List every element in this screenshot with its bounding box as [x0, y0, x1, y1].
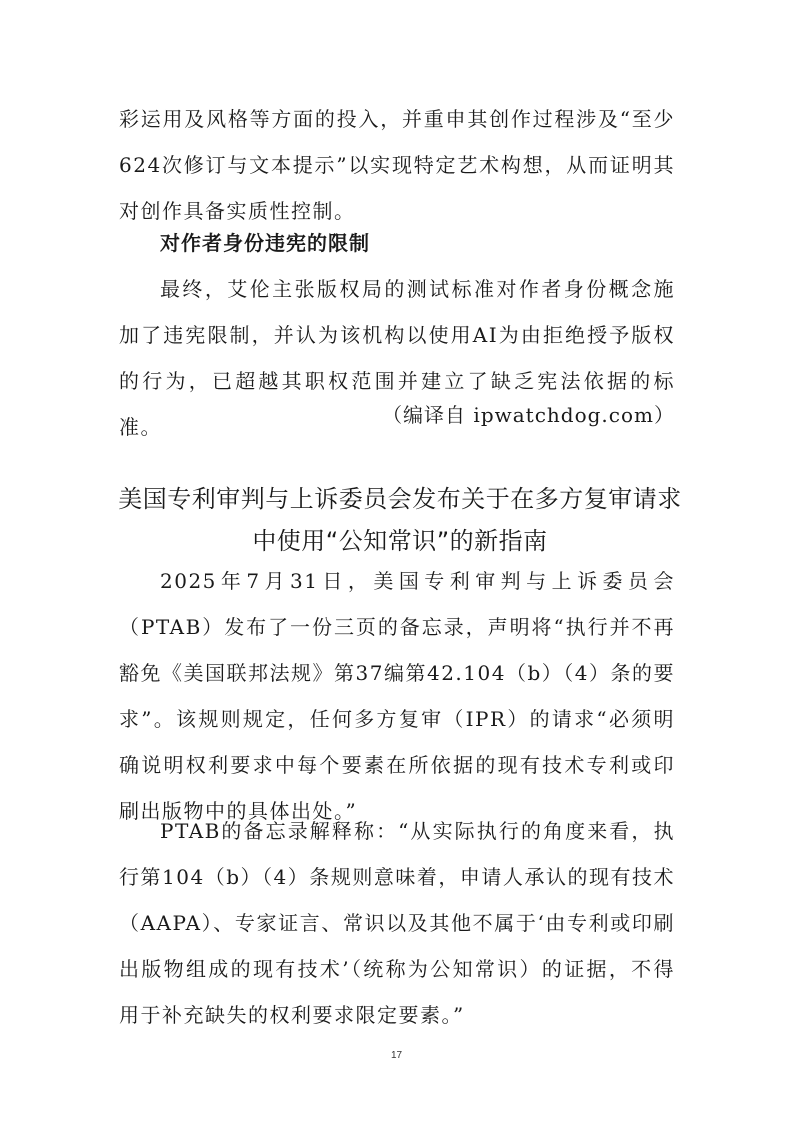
- article-paragraph-1: 2025年7月31日，美国专利审判与上诉委员会（PTAB）发布了一份三页的备忘录，声明将“执行并不再豁免《美国联邦法规》第37编第42.104（b）（4）条的要求”。该规则规定，任何多方复审（IPR）的请求“必须明确说明权利要求中每个要素在所依据的现有技术专利或印刷出版物中的具体出处。”: [119, 569, 675, 823]
- article-paragraph-2: PTAB的备忘录解释称：“从实际执行的角度来看，执行第104（b）（4）条规则意味着，申请人承认的现有技术（AAPA）、专家证言、常识以及其他不属于‘由专利或印刷出版物组成的现有技术’（统称为公知常识）的证据，不得用于补充缺失的权利要求限定要素。”: [119, 819, 675, 1027]
- article-title-line2: 中使用“公知常识”的新指南: [252, 527, 548, 555]
- continuation-paragraph: 彩运用及风格等方面的投入，并重申其创作过程涉及“至少624次修订与文本提示”以实现特定艺术构想，从而证明其对创作具备实质性控制。: [119, 107, 675, 223]
- section-subheading: 对作者身份违宪的限制: [160, 231, 370, 255]
- conclusion-paragraph: 最终，艾伦主张版权局的测试标准对作者身份概念施加了违宪限制，并认为该机构以使用AI为由拒绝授予版权的行为，已超越其职权范围并建立了缺乏宪法依据的标准。: [119, 277, 675, 439]
- source-note: （编译自 ipwatchdog.com）: [382, 403, 675, 427]
- article-title-line1: 美国专利审判与上诉委员会发布关于在多方复审请求: [118, 485, 682, 513]
- page-number: 17: [390, 1050, 403, 1061]
- article-title: [100, 478, 700, 562]
